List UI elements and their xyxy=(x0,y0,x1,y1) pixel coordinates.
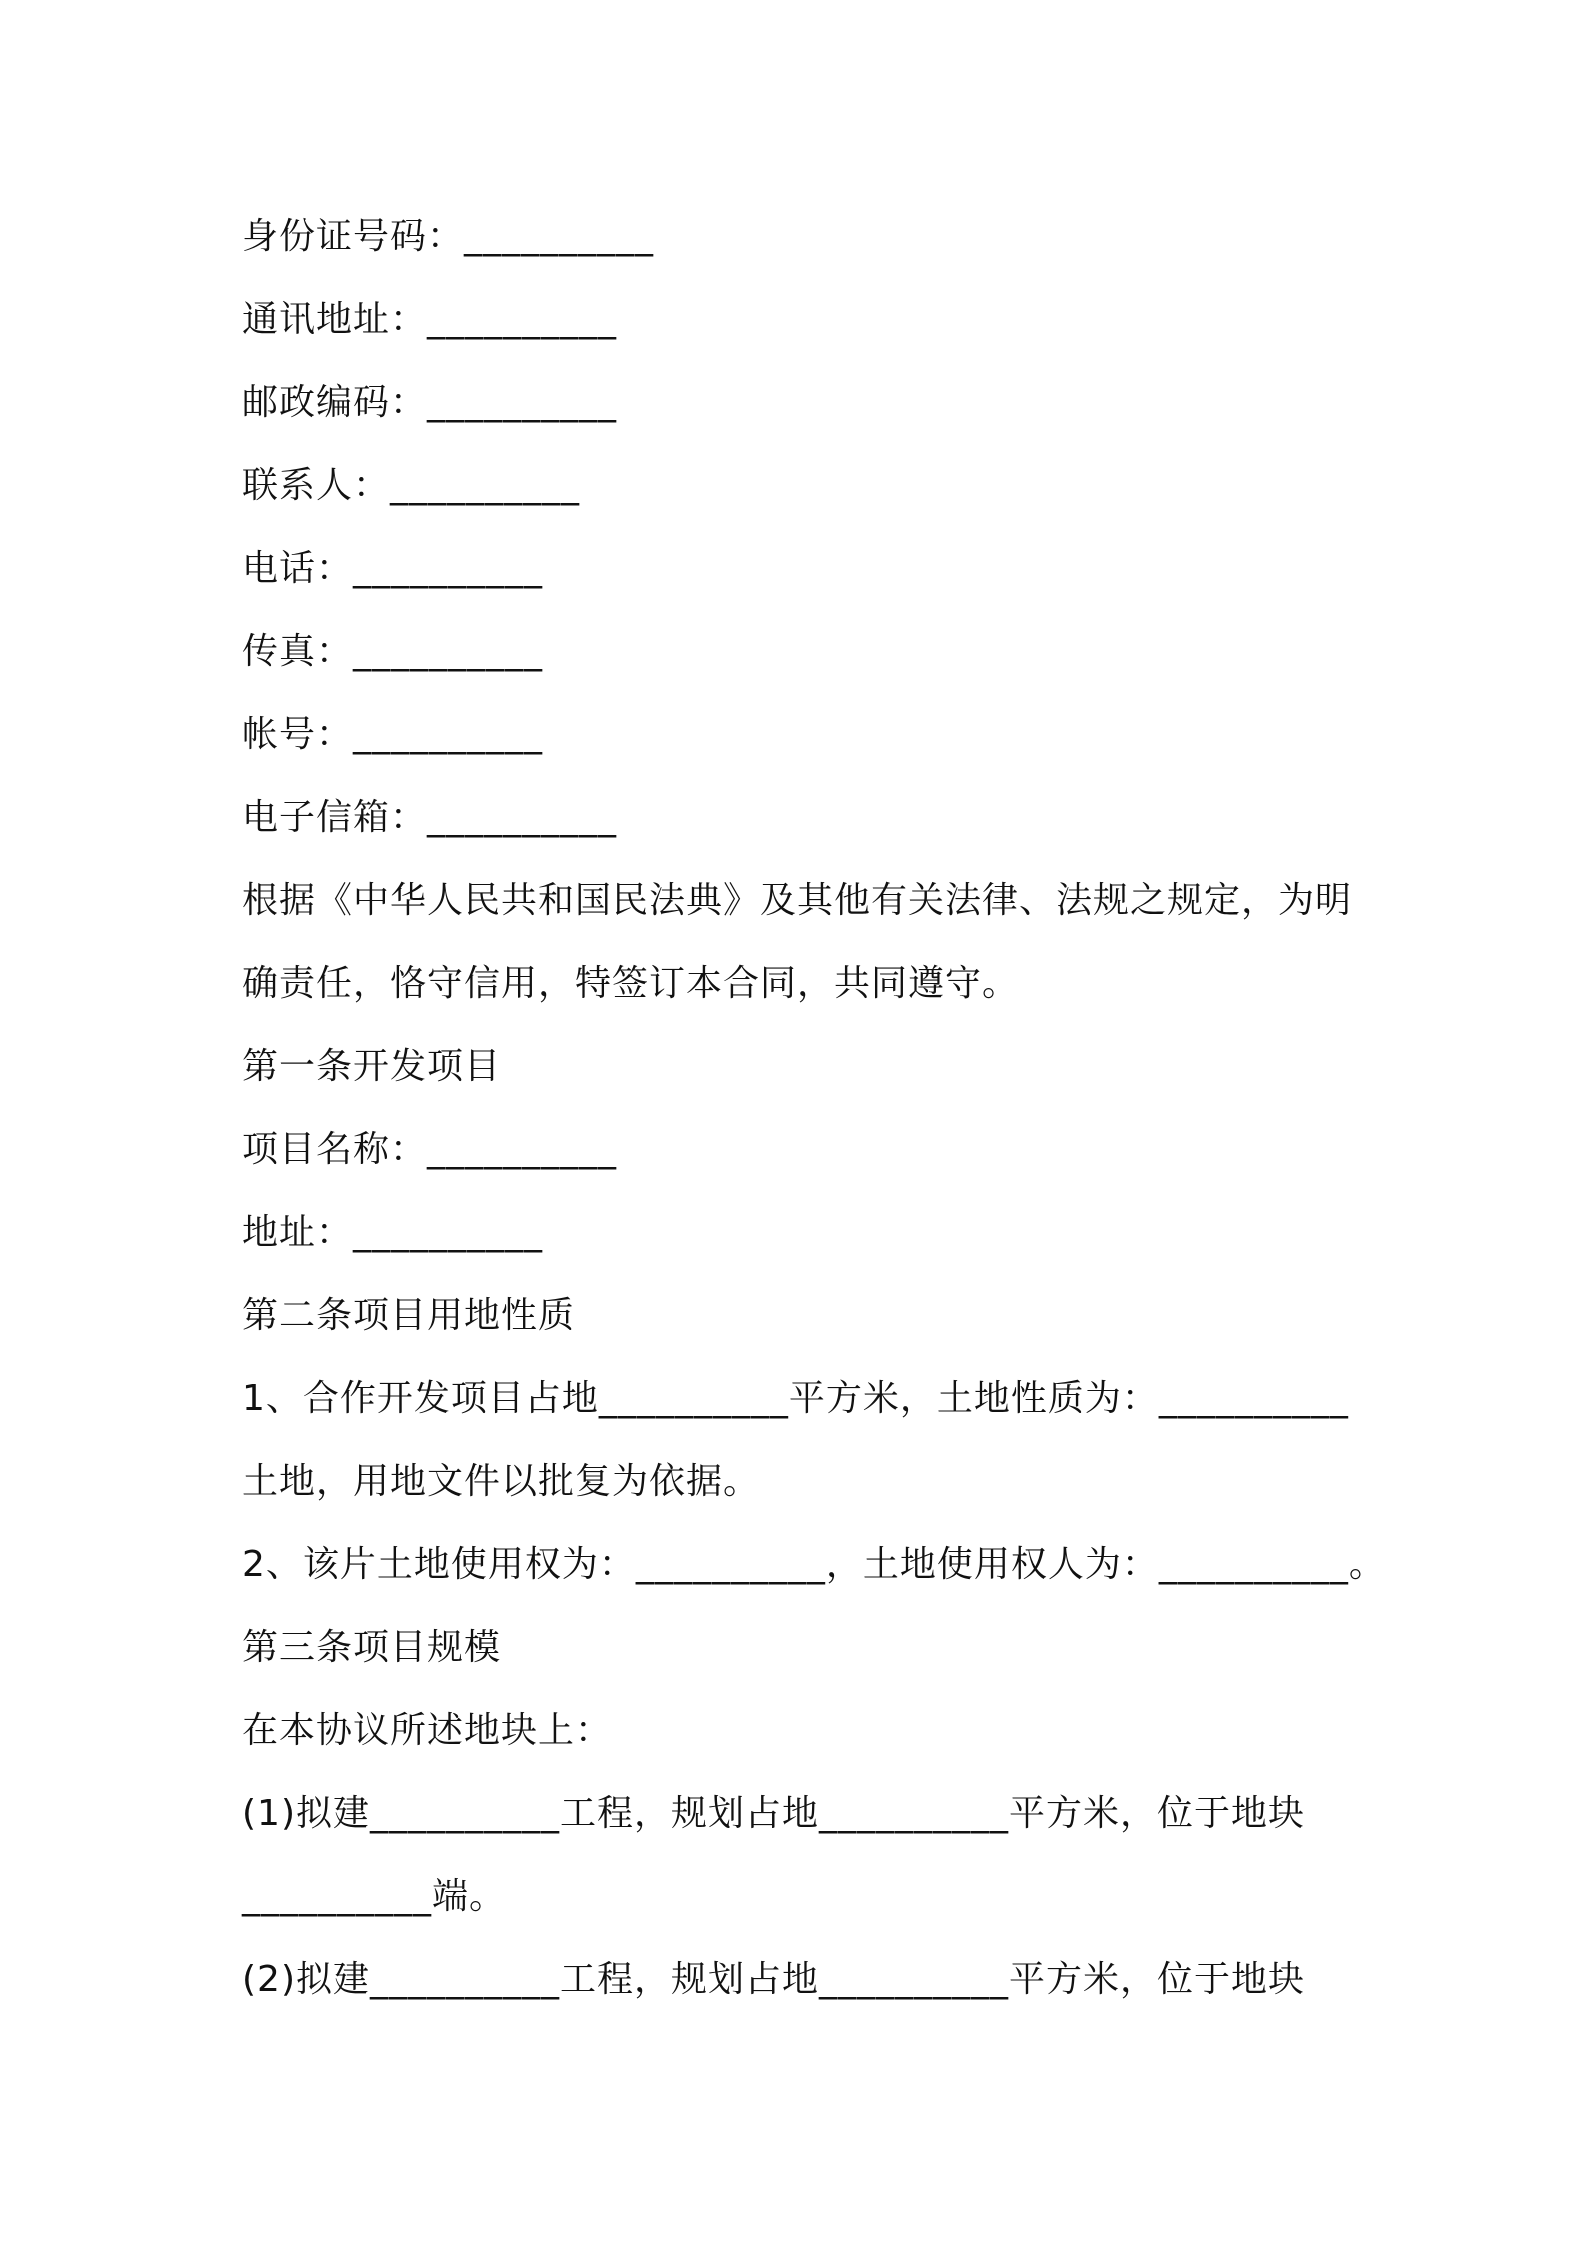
preamble-line-2: 确责任，恪守信用，特签订本合同，共同遵守。 xyxy=(242,963,1020,1004)
article-2-clause-1-line-2: 土地，用地文件以批复为依据。 xyxy=(242,1461,761,1502)
phone-field: 电话：__________ xyxy=(242,548,544,589)
account-field: 帐号：__________ xyxy=(242,714,544,755)
article-2-clause-1-line-1: 1、合作开发项目占地__________平方米，土地性质为：__________ xyxy=(242,1378,1349,1419)
email-field: 电子信箱：__________ xyxy=(242,797,618,838)
article-1-heading: 第一条开发项目 xyxy=(242,1046,502,1087)
fax-field: 传真：__________ xyxy=(242,631,544,672)
article-2-clause-2: 2、该片土地使用权为：__________，土地使用权人为：__________。 xyxy=(242,1544,1386,1585)
project-address-field: 地址：__________ xyxy=(242,1212,544,1253)
preamble-line-1: 根据《中华人民共和国民法典》及其他有关法律、法规之规定，为明 xyxy=(242,880,1353,921)
project-name-field: 项目名称：__________ xyxy=(242,1129,618,1170)
postal-code-field: 邮政编码：__________ xyxy=(242,382,618,423)
document-body xyxy=(242,195,1386,2021)
article-3-item-1-line-2: __________端。 xyxy=(242,1876,507,1917)
mailing-address-field: 通讯地址：__________ xyxy=(242,299,618,340)
id-number-field: 身份证号码：__________ xyxy=(242,216,655,257)
article-3-intro: 在本协议所述地块上： xyxy=(242,1710,613,1751)
article-3-item-2-line-1: (2)拟建__________工程，规划占地__________平方米，位于地块 xyxy=(242,1959,1305,2000)
article-3-item-1-line-1: (1)拟建__________工程，规划占地__________平方米，位于地块 xyxy=(242,1793,1305,1834)
contact-person-field: 联系人：__________ xyxy=(242,465,581,506)
article-2-heading: 第二条项目用地性质 xyxy=(242,1295,576,1336)
article-3-heading: 第三条项目规模 xyxy=(242,1627,502,1668)
